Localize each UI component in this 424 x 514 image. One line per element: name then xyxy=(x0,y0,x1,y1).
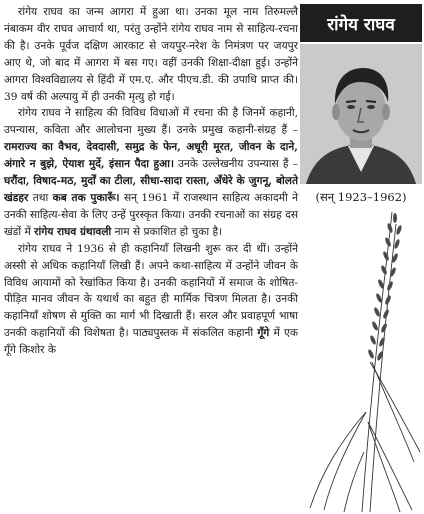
author-sidebar xyxy=(300,0,424,514)
author-portrait xyxy=(300,44,422,184)
text-run: रांगेय राघव ने साहित्य की विविध विधाओं में रचना की है जिनमें कहानी, उपन्यास, कविता और आलोचना मुख्य हैं। उनके प्रमुख कहानी-संग्रह हैं – xyxy=(4,107,298,137)
bio-paragraph-2 xyxy=(4,105,298,240)
bold-title-run: गूँगे xyxy=(257,327,270,340)
text-run: में एक गूँगे किशोर के xyxy=(4,327,298,357)
text-run: रांगेय राघव का जन्म आगरा में हुआ था। उनका मूल नाम तिरुमल्लै नंबाकम वीर राघव आचार्य था, परंतु उन्होंने रांगेय राघव नाम से साहित्य-रचना की है। उनके पूर्वज दक्षिण आरकाट से जयपुर-नरेश के निमंत्रण पर जयपुर आए थे, जो बाद में आगरा में बस गए। वहीं उनकी शिक्षा-दीक्षा हुई। उन्होंने आगरा विश्वविद्यालय से हिंदी में एम.ए. और पीएच.डी. की उपाधि प्राप्त की। 39 वर्ष की अल्पायु में ही उनकी मृत्यु हो गई। xyxy=(4,6,298,103)
text-run: सन् 1961 में राजस्थान साहित्य अकादमी ने उनकी साहित्य-सेवा के लिए उन्हें पुरस्कृत किया। उनकी रचनाओं का संग्रह दस खंडों में xyxy=(4,191,298,238)
wheat-stalk-icon xyxy=(300,212,424,512)
bold-title-run: रामराज्य का वैभव, देवदासी, समुद्र के फेन, अधूरी मूरत, जीवन के दाने, अंगारे न बुझे, ऐयाश मुर्दे, इंसान पैदा हुआ। xyxy=(4,141,298,171)
text-run: रांगेय राघव ने 1936 से ही कहानियाँ लिखनी शुरू कर दी थीं। उन्होंने अस्सी से अधिक कहानियाँ लिखी हैं। अपने कथा-साहित्य में उन्होंने जीवन के विविध आयामों को रेखांकित किया है। उनकी कहानियों में समाज के शोषित-पीड़ित मानव जीवन के यथार्थ का बहुत ही मार्मिक चित्रण मिलता है। उनकी कहानियाँ शोषण से मुक्ति का मार्ग भी दिखाती हैं। सरल और प्रवाहपूर्ण भाषा उनकी कहानियों की विशेषता है। पाठ्यपुस्तक में संकलित कहानी xyxy=(4,242,298,340)
text-run: नाम से प्रकाशित हो चुका है। xyxy=(111,225,223,238)
bio-paragraph-1 xyxy=(4,4,298,105)
author-biography xyxy=(4,4,298,359)
bold-title-run: रांगेय राघव ग्रंथावली xyxy=(34,225,112,238)
bold-title-run: घरौंदा, विषाद-मठ, मुर्दों का टीला, सीधा-सादा रास्ता, अँधेरे के जुगनू, बोलते खंडहर xyxy=(4,175,298,204)
author-lifespan: (सन् 1923–1962) xyxy=(315,190,407,204)
bio-paragraph-3 xyxy=(4,241,298,359)
bold-title-run: कब तक पुकारूँ। xyxy=(52,191,120,204)
author-name-heading: रांगेय राघव xyxy=(300,4,422,42)
text-run: तथा xyxy=(28,191,53,204)
text-run: उनके उल्लेखनीय उपन्यास हैं – xyxy=(173,158,298,171)
portrait-sketch-icon xyxy=(300,44,422,184)
